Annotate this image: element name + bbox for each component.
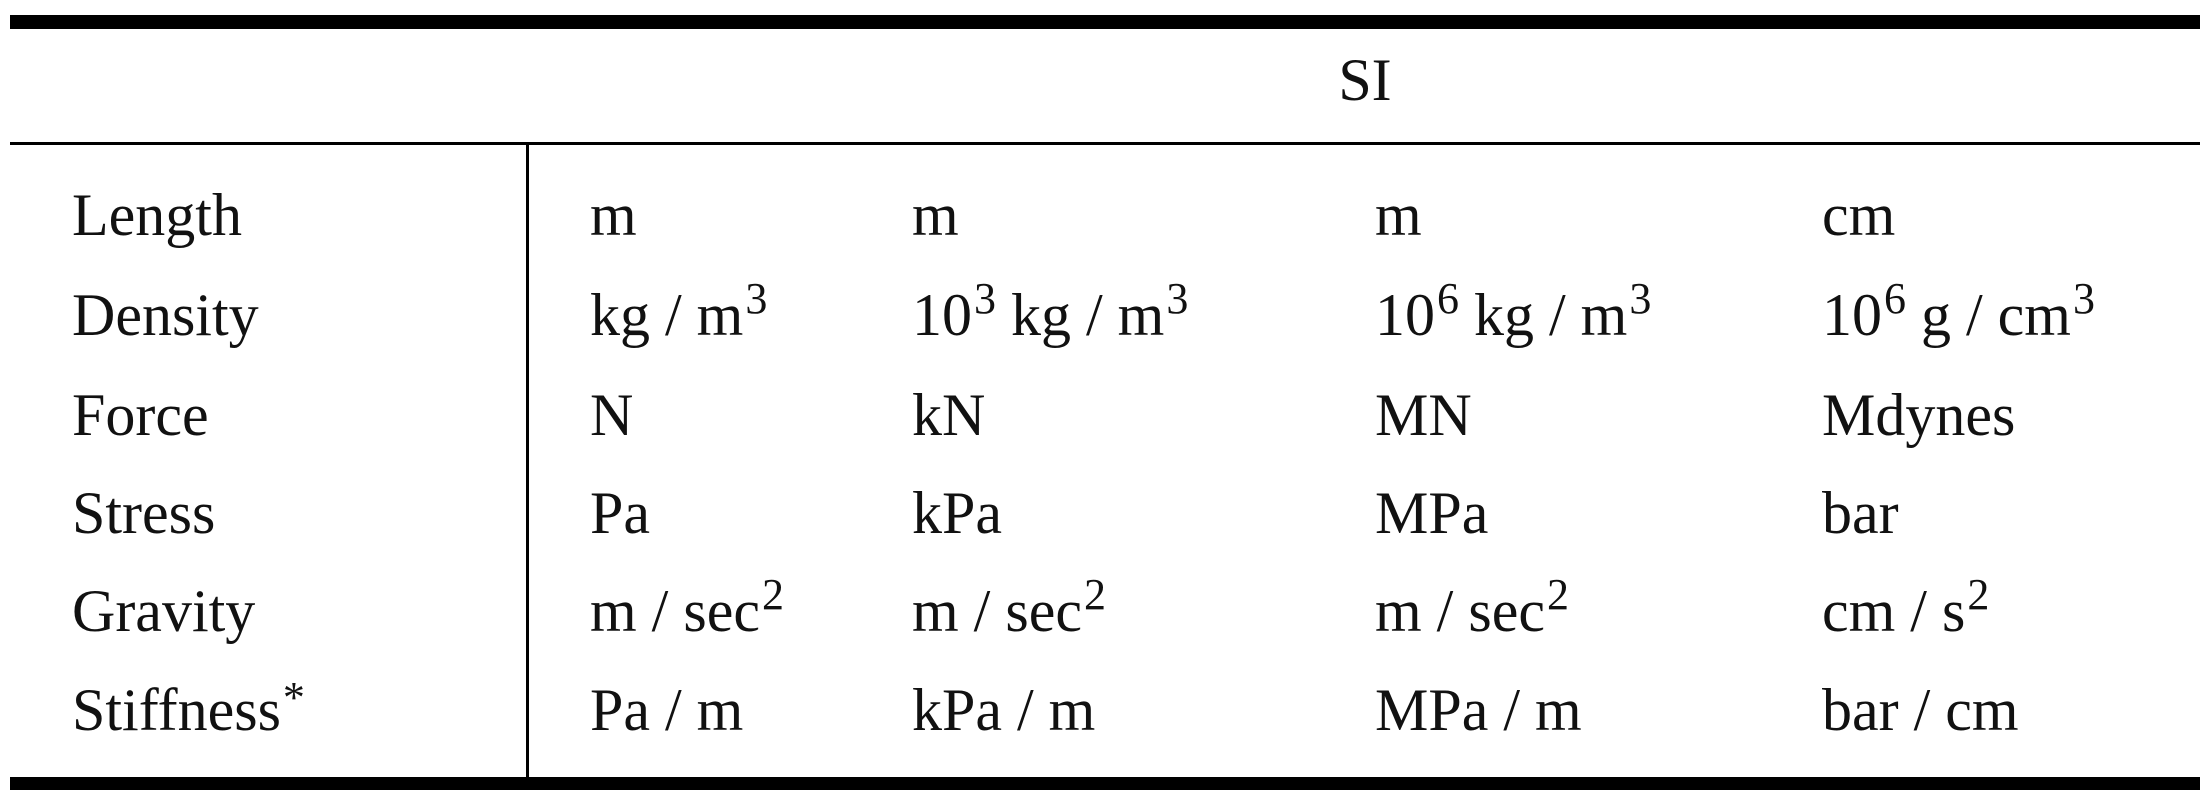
quantity-stress: Stress	[72, 480, 216, 546]
table-cell: kg / $m^3$	[590, 274, 768, 348]
table-cell: Pa / m	[590, 677, 744, 743]
table-cell: kN	[912, 382, 986, 448]
table-cell: m	[590, 182, 637, 248]
table-cell: N	[590, 382, 634, 448]
table-cell: cm / $s^2$	[1822, 570, 1990, 644]
table-cell: $10^3$ kg / $m^3$	[912, 274, 1189, 348]
quantity-gravity: Gravity	[72, 578, 256, 644]
table-cell: Mdynes	[1822, 382, 2016, 448]
si-header: SI	[1338, 47, 1392, 113]
table-cell: kPa	[912, 480, 1002, 546]
table-cell: m / $\sec^2$	[590, 570, 784, 644]
bottom-rule	[10, 777, 2200, 790]
table-cell: Pa	[590, 480, 650, 546]
top-rule	[10, 15, 2200, 29]
table-cell: $10^6$ kg / $m^3$	[1375, 274, 1652, 348]
quantity-stiffness: Stiffness*	[72, 673, 305, 743]
table-cell: bar / cm	[1822, 677, 2019, 743]
table-cell: cm	[1822, 182, 1896, 248]
table-cell: MPa / m	[1375, 677, 1582, 743]
table-cell: m	[1375, 182, 1422, 248]
table-cell: bar	[1822, 480, 1899, 546]
quantity-length: Length	[72, 182, 242, 248]
header-rule	[10, 142, 2200, 145]
table-cell: m	[912, 182, 959, 248]
table-cell: kPa / m	[912, 677, 1096, 743]
table-cell: m / $\sec^2$	[912, 570, 1106, 644]
quantity-density: Density	[72, 282, 259, 348]
table-cell: $10^6$ g / $cm^3$	[1822, 274, 2095, 348]
table-cell: MN	[1375, 382, 1472, 448]
table-cell: m / $\sec^2$	[1375, 570, 1569, 644]
quantity-force: Force	[72, 382, 209, 448]
table-cell: MPa	[1375, 480, 1489, 546]
column-divider	[526, 144, 529, 778]
